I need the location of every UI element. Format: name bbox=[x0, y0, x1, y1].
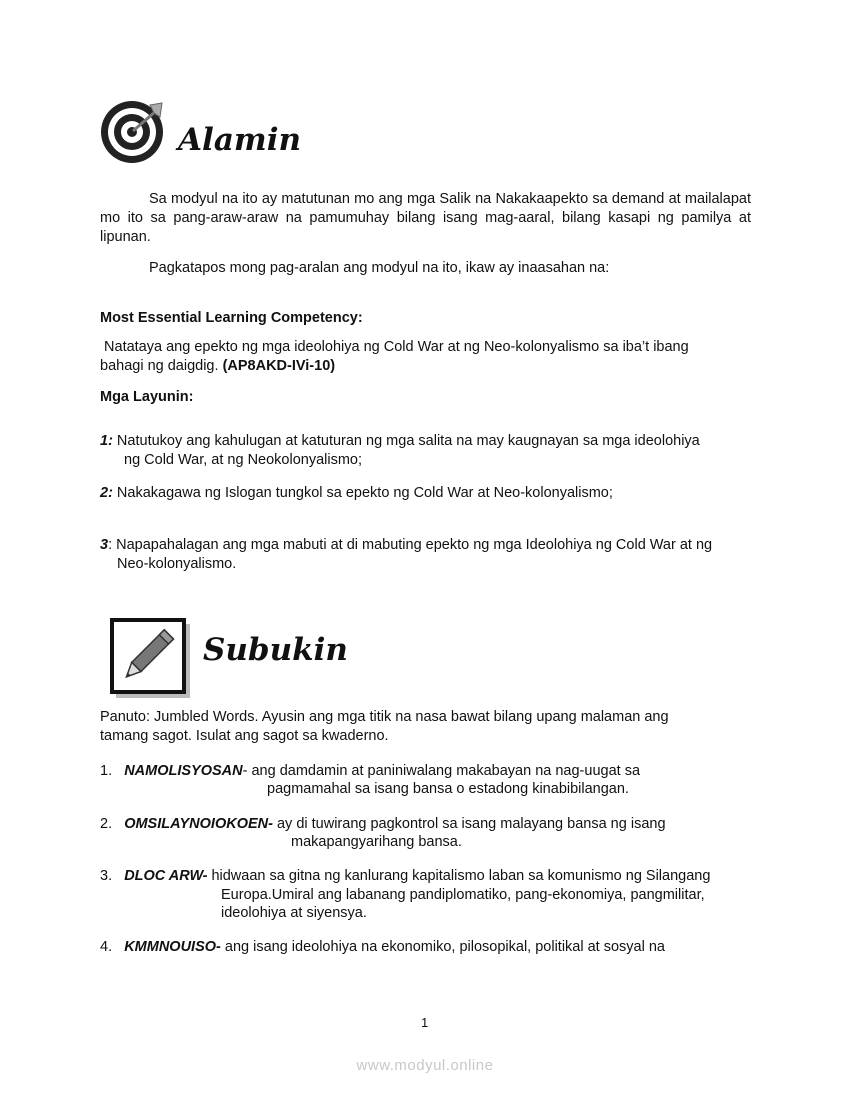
jumbled-word: NAMOLISYOSAN bbox=[124, 763, 243, 779]
page-number: 1 bbox=[421, 1015, 429, 1030]
melc-line1: Natataya ang epekto ng mga ideolohiya ng Cold War at ng Neo-kolonyalismo sa iba’t ibang bbox=[100, 339, 689, 355]
question-number: 1. bbox=[100, 763, 113, 779]
question-3-line2: Europa.Umiral ang labanang pandiplomatiko, pang-ekonomiya, pangmilitar, bbox=[221, 887, 705, 903]
question-number: 4. bbox=[100, 939, 113, 955]
objectives-heading-text: Mga Layunin: bbox=[100, 389, 194, 405]
question-1-line2: pagmamahal sa isang bansa o estadong kinabibilangan. bbox=[267, 781, 629, 797]
jumbled-word: KMMNOUISO- bbox=[124, 939, 221, 955]
objective-text: Nakakagawa ng Islogan tungkol sa epekto ng Cold War at Neo-kolonyalismo; bbox=[112, 485, 613, 501]
melc-line2 bbox=[100, 357, 335, 376]
objective-1-line2: ng Cold War, at ng Neokolonyalismo; bbox=[124, 452, 363, 468]
objective-3 bbox=[100, 536, 712, 555]
target-icon bbox=[100, 99, 166, 165]
section-title-alamin: Alamin bbox=[178, 122, 302, 158]
objective-3-line2: Neo-kolonyalismo. bbox=[117, 556, 237, 572]
intro-paragraph: Sa modyul na ito ay matutunan mo ang mga Salik na Nakakaapekto sa demand at mailalapat mo ito sa pang-araw-araw na pamumuhay bilang isang mag-aaral, bilang kasapi ng pamilya at lipunan. bbox=[100, 191, 751, 245]
question-text: ay di tuwirang pagkontrol sa isang malayang bansa ng isang bbox=[272, 816, 666, 832]
expectation-text: Pagkatapos mong pag-aralan ang modyul na ito, ikaw ay inaasahan na: bbox=[149, 260, 610, 276]
question-text: - ang damdamin at paniniwalang makabayan na nag-uugat sa bbox=[242, 763, 641, 779]
question-4 bbox=[100, 938, 665, 957]
objectives-heading bbox=[100, 388, 193, 407]
question-text: hidwaan sa gitna ng kanlurang kapitalismo laban sa komunismo ng Silangang bbox=[207, 868, 711, 884]
objective-text: Natutukoy ang kahulugan at katuturan ng mga salita na may kaugnayan sa mga ideolohiya bbox=[112, 433, 700, 449]
melc-code: (AP8AKD-IVi-10) bbox=[222, 358, 336, 374]
question-3-line3: ideolohiya at siyensya. bbox=[221, 905, 367, 921]
instructions-line1: Panuto: Jumbled Words. Ayusin ang mga titik na nasa bawat bilang upang malaman ang bbox=[100, 709, 669, 725]
question-2 bbox=[100, 815, 666, 834]
pencil-icon bbox=[110, 618, 190, 698]
question-text: ang isang ideolohiya na ekonomiko, pilosopikal, politikal at sosyal na bbox=[220, 939, 665, 955]
question-number: 2. bbox=[100, 816, 113, 832]
objective-number: 3 bbox=[100, 537, 109, 553]
section-title-subukin: Subukin bbox=[203, 632, 348, 668]
question-3 bbox=[100, 867, 710, 886]
objective-number: 2: bbox=[100, 485, 113, 501]
objective-number: 1: bbox=[100, 433, 113, 449]
watermark: www.modyul.online bbox=[356, 1057, 494, 1074]
objective-text: : Napapahalagan ang mga mabuti at di mabuting epekto ng mga Ideolohiya ng Cold War at ng bbox=[108, 537, 713, 553]
objective-1 bbox=[100, 432, 700, 451]
melc-line2-text: bahagi ng daigdig. bbox=[100, 358, 223, 374]
jumbled-word: OMSILAYNOIOKOEN- bbox=[124, 816, 273, 832]
instructions-line2: tamang sagot. Isulat ang sagot sa kwaderno. bbox=[100, 728, 389, 744]
jumbled-word: DLOC ARW- bbox=[124, 868, 208, 884]
melc-heading-text: Most Essential Learning Competency: bbox=[100, 310, 363, 326]
question-number: 3. bbox=[100, 868, 113, 884]
question-1 bbox=[100, 762, 640, 781]
question-2-line2: makapangyarihang bansa. bbox=[291, 834, 462, 850]
melc-heading bbox=[100, 309, 363, 328]
objective-2 bbox=[100, 484, 613, 503]
